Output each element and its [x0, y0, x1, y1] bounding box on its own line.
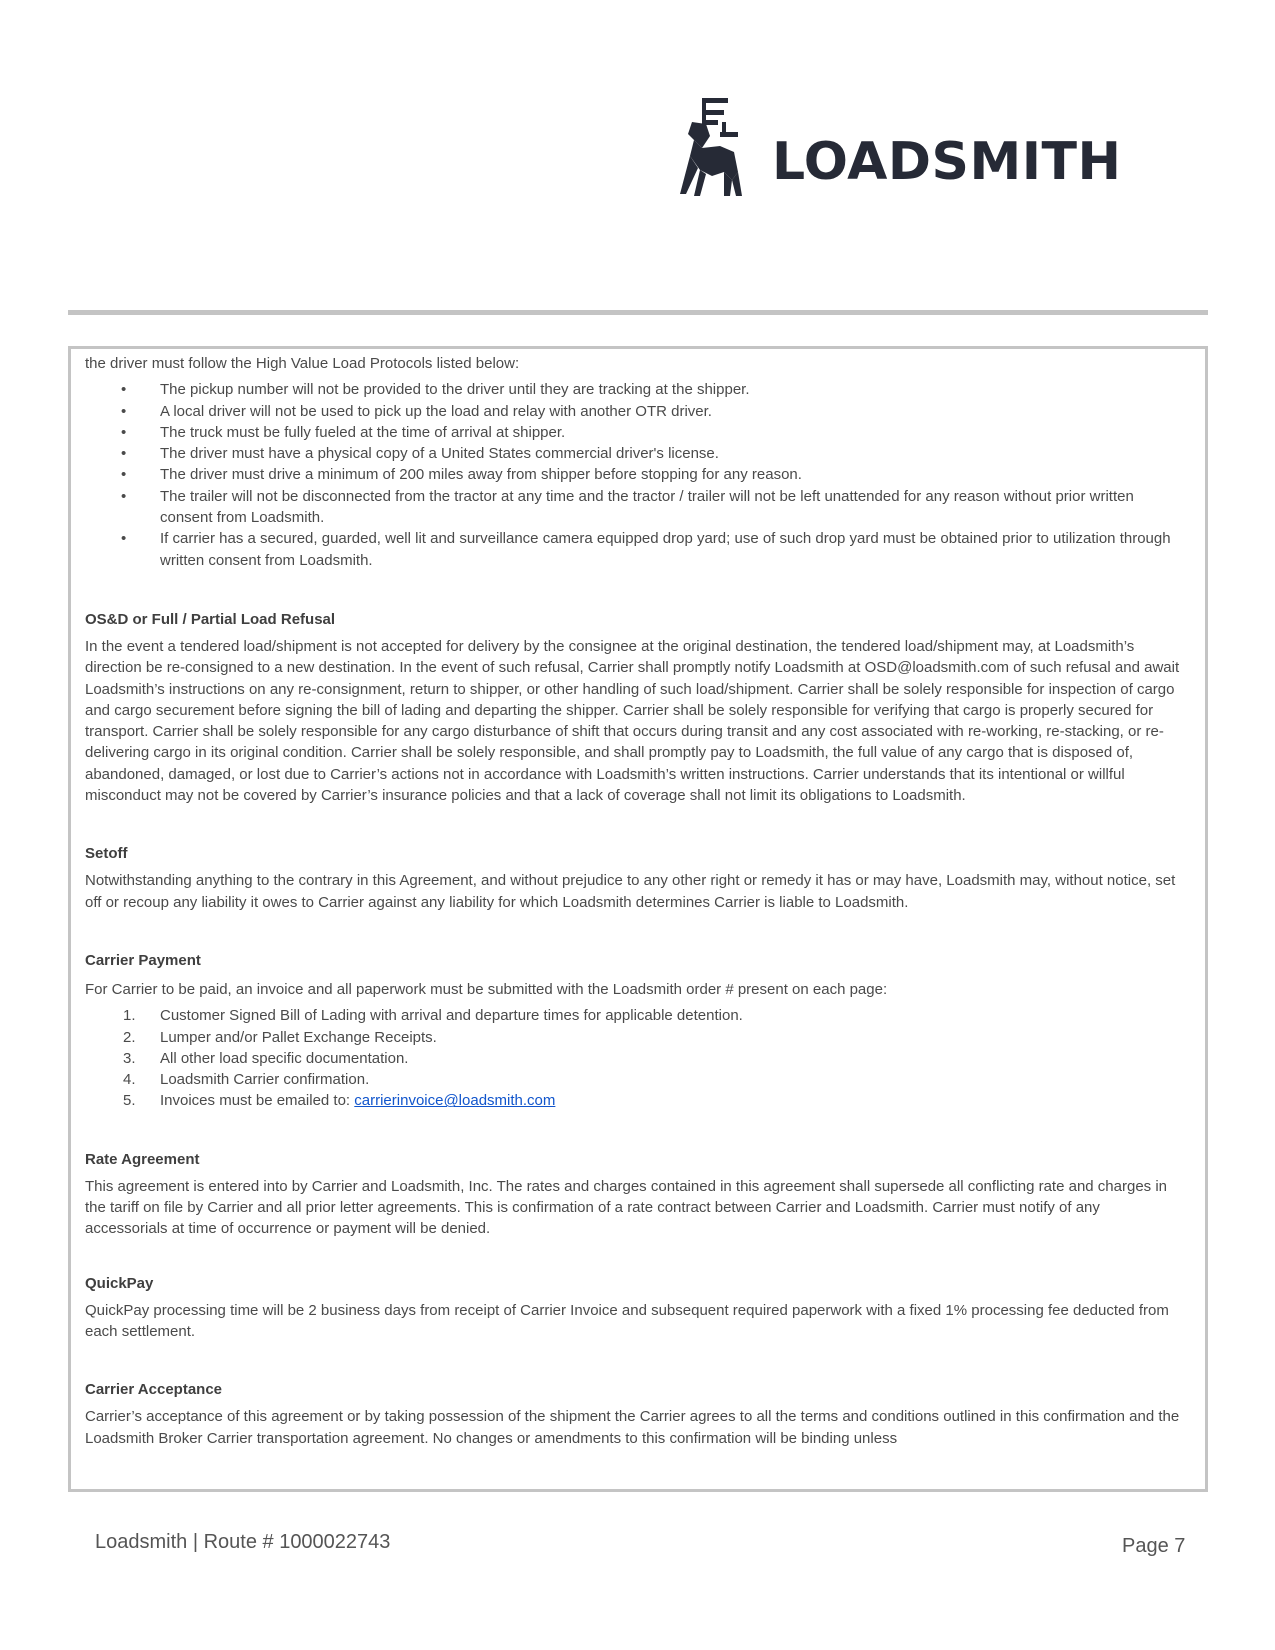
list-item: • The truck must be fully fueled at the time of arrival at shipper.	[85, 422, 1183, 443]
section-heading-rate-agreement: Rate Agreement	[85, 1150, 200, 1168]
footer-route: Loadsmith | Route # 1000022743	[95, 1531, 391, 1553]
list-item: • The pickup number will not be provided to the driver until they are tracking at the shipper.	[85, 379, 1183, 400]
bullet-marker: •	[121, 487, 127, 505]
bullet-marker: •	[121, 423, 127, 441]
logo-wordmark: LOADSMITH	[772, 132, 1122, 192]
list-item: • The driver must have a physical copy of a United States commercial driver's license.	[85, 443, 1183, 464]
list-item: • A local driver will not be used to pick up the load and relay with another OTR driver.	[85, 401, 1183, 422]
header-divider	[68, 310, 1208, 315]
section-heading-carrier-payment: Carrier Payment	[85, 951, 201, 969]
list-item: 4. Loadsmith Carrier confirmation.	[123, 1071, 370, 1089]
carrier-payment-intro: For Carrier to be paid, an invoice and all paperwork must be submitted with the Loadsmith order # present on each page:	[85, 980, 888, 998]
document-content-box	[68, 346, 1208, 1492]
list-item: • The trailer will not be disconnected from the tractor at any time and the tractor / trailer will not be left unattended for any reason without prior written consent from Loadsmith.	[121, 487, 1134, 527]
protocol-list	[85, 379, 1183, 571]
invoice-email-link[interactable]: carrierinvoice@loadsmith.com	[354, 1092, 556, 1110]
list-item: • If carrier has a secured, guarded, well lit and surveillance camera equipped drop yard; use of such drop yard must be obtained prior to utilization through written consent from Loadsmith.	[121, 530, 1171, 569]
list-item: • The driver must drive a minimum of 200 miles away from shipper before stopping for any reason.	[85, 464, 1183, 485]
bullet-marker: •	[121, 530, 127, 548]
section-body-rate-agreement: This agreement is entered into by Carrier and Loadsmith, Inc. The rates and charges contained in this agreement shall supersede all conflicting rate and charges in the tariff on file by Carrier and all prior letter agreements. This is confirmation of a rate contract between Carrier and Loadsmith. Carrier must notify of any accessorials at time of occurrence or payment will be denied.	[85, 1177, 1167, 1238]
section-body-setoff: Notwithstanding anything to the contrary in this Agreement, and without prejudice to any other right or remedy it has or may have, Loadsmith may, without notice, set off or recoup any liability it owes to Carrier against any liability for which Loadsmith determines Carrier is liable to Loadsmith.	[85, 872, 1176, 911]
page-number: Page 7	[1122, 1535, 1186, 1557]
list-item: 3. All other load specific documentation.	[123, 1049, 409, 1067]
carrier-payment-list	[85, 1005, 1183, 1111]
section-body-osd: In the event a tendered load/shipment is not accepted for delivery by the consignee at the original destination, the tendered load/shipment may, at Loadsmith’s direction be re-consigned to a new destination. In the event of such refusal, Carrier shall promptly notify Loadsmith at OSD@loadsmith.com of such refusal and await Loadsmith’s instructions on any re-consignment, return to shipper, or other handling of such load/shipment. Carrier shall be solely responsible for inspection of cargo and cargo securement before signing the bill of lading and departing the shipper. Carrier shall be solely responsible for verifying that cargo is properly secured for transport. Carrier shall be solely responsible for any cargo disturbance of shift that occurs during transit and any cost associated with re-working, re-stacking, or re-delivering cargo in its original condition. Carrier shall be solely responsible, and shall promptly pay to Loadsmith, the full value of any cargo that is disposed of, abandoned, damaged, or lost due to Carrier’s actions not in accordance with Loadsmith’s written instructions. Carrier understands that its intentional or willful misconduct may not be covered by Carrier’s insurance policies and that a lack of coverage shall not limit its obligations to Loadsmith.	[85, 637, 1180, 805]
section-heading-setoff: Setoff	[85, 845, 128, 863]
section-heading-osd: OS&D or Full / Partial Load Refusal	[85, 610, 336, 628]
section-body-quickpay: QuickPay processing time will be 2 business days from receipt of Carrier Invoice and subsequent required paperwork with a fixed 1% processing fee deducted from each settlement.	[85, 1301, 1169, 1340]
bullet-marker: •	[121, 466, 127, 484]
section-heading-carrier-acceptance: Carrier Acceptance	[85, 1381, 223, 1399]
loadsmith-logo	[672, 96, 1152, 206]
section-body-carrier-acceptance: Carrier’s acceptance of this agreement or by taking possession of the shipment the Carrier agrees to all the terms and conditions outlined in this confirmation and the Loadsmith Broker Carrier transportation agreement. No changes or amendments to this confirmation will be binding unless	[85, 1408, 1180, 1447]
stag-icon	[672, 96, 762, 206]
section-heading-quickpay: QuickPay	[85, 1274, 154, 1292]
document-content	[71, 349, 1205, 1449]
list-item: 2. Lumper and/or Pallet Exchange Receipts.	[123, 1028, 437, 1046]
protocol-intro: the driver must follow the High Value Load Protocols listed below:	[85, 355, 520, 372]
bullet-marker: •	[121, 381, 127, 399]
bullet-marker: •	[121, 445, 127, 463]
list-item: 5. Invoices must be emailed to: carrierinvoice@loadsmith.com	[123, 1092, 556, 1110]
list-item: 1. Customer Signed Bill of Lading with arrival and departure times for applicable detention.	[123, 1007, 743, 1025]
bullet-marker: •	[121, 402, 127, 420]
